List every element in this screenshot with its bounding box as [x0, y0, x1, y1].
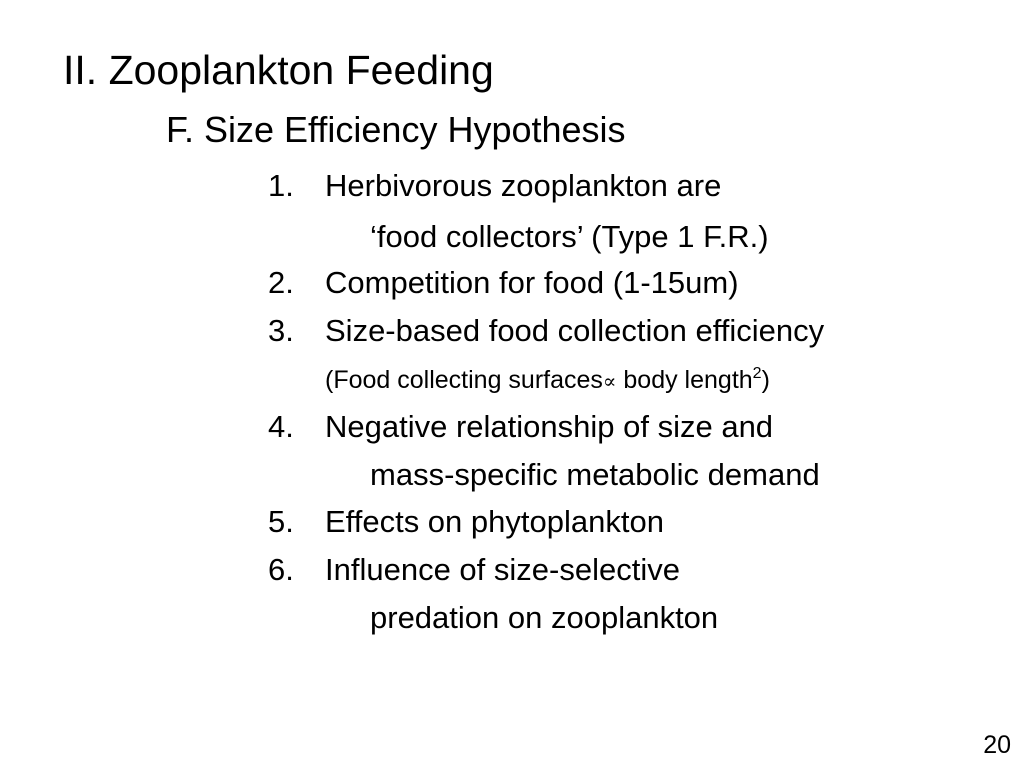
list-item	[268, 168, 721, 204]
list-item-text: Herbivorous zooplankton are	[325, 168, 722, 203]
list-item-text: Effects on phytoplankton	[325, 504, 664, 539]
list-item-note	[325, 364, 770, 397]
list-item-text: Negative relationship of size and	[325, 409, 774, 444]
list-item	[268, 504, 664, 540]
list-item-number: 5.	[268, 504, 294, 539]
note-prefix: (Food collecting surfaces	[325, 366, 603, 394]
proportional-symbol: ∝	[602, 369, 617, 393]
slide-subtitle: F. Size Efficiency Hypothesis	[166, 109, 626, 150]
list-item-number: 1.	[268, 168, 294, 203]
list-item-number: 3.	[268, 313, 294, 348]
list-item-number: 6.	[268, 552, 294, 587]
page-number: 20	[983, 731, 1011, 759]
list-item-continuation: mass-specific metabolic demand	[370, 457, 820, 492]
list-item-continuation: predation on zooplankton	[370, 600, 719, 635]
list-item-number: 4.	[268, 409, 294, 444]
note-suffix: )	[761, 366, 770, 394]
list-item-text: Competition for food (1-15um)	[325, 265, 739, 300]
list-item	[268, 409, 773, 445]
list-item	[268, 552, 680, 588]
list-item-continuation: ‘food collectors’ (Type 1 F.R.)	[370, 219, 769, 254]
list-item-text: Size-based food collection efficiency	[325, 313, 825, 348]
note-superscript: 2	[752, 365, 762, 382]
list-item	[268, 265, 739, 301]
list-item-text: Influence of size-selective	[325, 552, 680, 587]
note-middle: body length	[616, 366, 753, 394]
list-item	[268, 313, 824, 349]
slide-title: II. Zooplankton Feeding	[63, 47, 494, 93]
list-item-number: 2.	[268, 265, 294, 300]
